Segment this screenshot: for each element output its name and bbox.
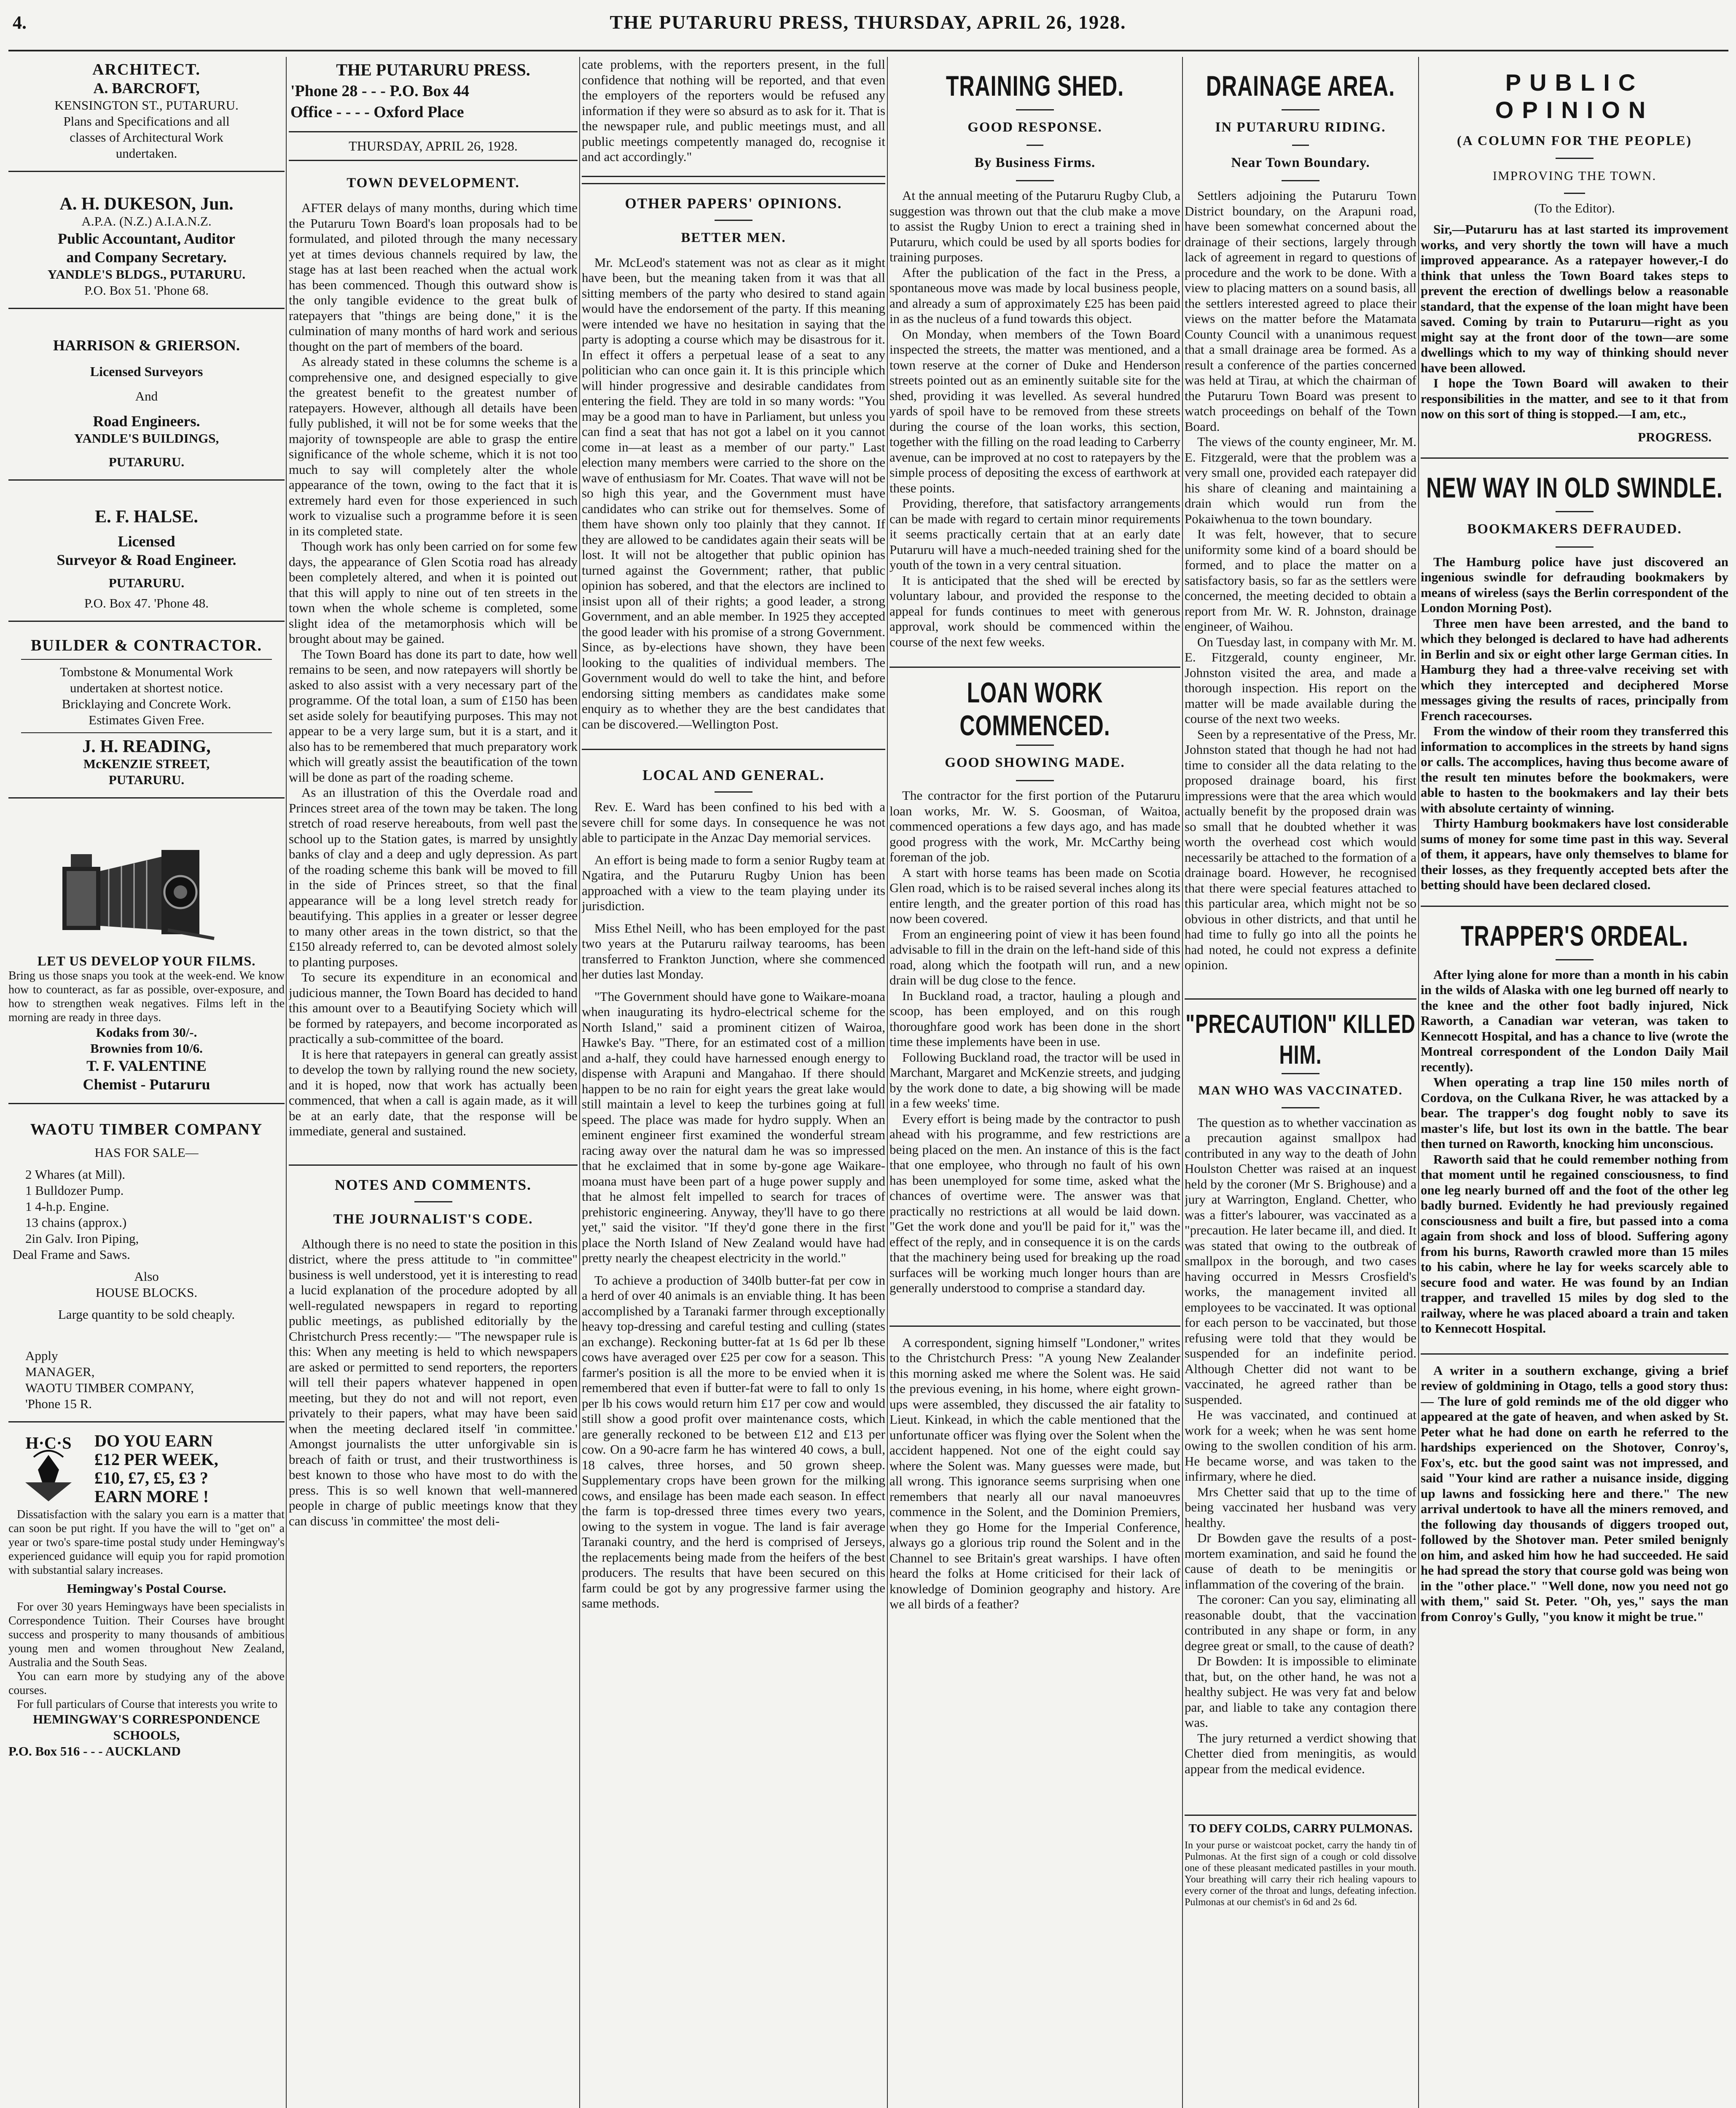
ad-dukeson [8,178,285,302]
article-paragraph: On Tuesday last, in company with Mr. M. E. Fitzgerald, county engineer, Mr. Johnston visited the area, and made a thorough inspection. His report on the matter will be made available during the course of the next two weeks. [1185,634,1416,726]
article-paragraph: cate problems, with the reporters present, in the full confidence that nothing will be reported, and that even the employers of the reporters would be refused any information if they were so absurd as to ask for it. That is the newspaper rule, and public meetings must, and all public meetings competently managed do, recognise it and act accordingly." [582,57,885,164]
section-heading: PUBLIC OPINION [1495,69,1654,123]
ad-item: 2in Galv. Iron Piping, [25,1231,139,1246]
divider [715,791,752,793]
article-paragraph: The question as to whether vaccination as a precaution against smallpox had contributed in any way to the death of John Houlston Chetter was raised at an inquest held by the coroner (Mr S. Brighouse) and a jury at Warrington, England. Chetter, who was a fitter's labourer, was vaccinated as a "precaution. He later became ill, and died. It was stated that owing to the outbreak of smallpox in the borough, and two cases having occurred in Messrs Crosfield's works, the management invited all employees to be vaccinated. It was optional for each person to be vaccinated, but those refusing were told that they would be suspended for an indefinite period. Although Chetter did not want to be vaccinated, he agreed rather than be suspended. [1185,1115,1416,1407]
article-paragraph: Following Buckland road, the tractor will be used in Marchant, Margaret and McKenzie streets, and judging by the work done to date, a big showing will be made in a few weeks' time. [889,1049,1180,1110]
column-local-news [889,57,1180,2108]
divider [8,1421,285,1422]
article-heading: OTHER PAPERS' OPINIONS. [625,195,842,212]
ad-name: E. F. HALSE. [95,507,198,527]
masthead-title: THE PUTARURU PRESS, THURSDAY, APRIL 26, 1928. [610,11,1126,33]
ad-line: and Company Secretary. [66,249,227,266]
divider [21,659,272,660]
article-heading: DRAINAGE AREA. [1206,70,1395,102]
divider [1282,109,1319,110]
article-subheading: BOOKMAKERS DEFRAUDED. [1467,521,1682,537]
article-paragraph: Sir,—Putaruru has at last started its improvement works, and very shortly the town will have a much improved appearance. As a ratepayer however,-I do think that unless the Town Board takes steps to prevent the erection of dwellings below a reasonable standard, that the expense of the loan might have been saved. Coming by train to Putaruru—right as you might say at the front door of the town—are some dwellings which to my way of thinking should never have been allowed. [1421,222,1728,375]
ad-line: Bricklaying and Concrete Work. [62,696,231,711]
divider [414,1201,452,1202]
article-paragraph: To achieve a production of 340lb butter-fat per cow in a herd of over 40 animals is an enviable thing. It has been accomplished by a Taranaki farmer through exceptionally heavy top-dressing and careful testing and culling (states an exchange). Reckoning butter-fat at 1s 6d per lb these cows have averaged over £25 per cow for a season. This farmer's position is all the more to be envied when it is remembered that even if butter-fat were to fall to only 1s per lb his cows would return him £17 per cow and would still show a good profit over maintenance costs, which are generally reckoned to be between £12 and £13 per cow. On a 90-acre farm he has wintered 40 cows, a bull, 18 calves, three horses, and 50 grown sheep. Supplementary crops have been grown for the milking cows, and ensilage has been made each season. In effect the farm is top-dressed three times every two years, owing to the system in vogue. The land is fair average Taranaki country, and the herd is comprised of Jerseys, the replacements being made from the heifers of the best producers. The results that have been secured on this farm could be got by any progressive farmer using the same methods. [582,1272,885,1611]
divider [1292,145,1309,146]
article-paragraph: After lying alone for more than a month in his cabin in the wilds of Alaska with one leg burned off nearly to the knee and the other foot badly injured, Nick Raworth, a Canadian war veteran, was taken to Kennecott Hospital, and has a chance to live (wrote the Montreal correspondent of the London Daily Mail recently). [1421,967,1728,1074]
ad-headline: £10, £7, £5, £3 ? [94,1468,208,1487]
ad-name: T. F. VALENTINE [86,1057,207,1074]
article-subheading: GOOD RESPONSE. [967,120,1102,135]
article-heading: TOWN DEVELOPMENT. [347,175,520,191]
ad-item: 1 Bulldozer Pump. [25,1183,124,1198]
divider [1556,546,1594,548]
ad-line: HAS FOR SALE— [94,1145,199,1160]
article-paragraph: On Monday, when members of the Town Board inspected the streets, the matter was mentioned, and a town reserve at the corner of Duke and Henderson streets pointed out as an eminently suitable site for the shed, providing it was levelled. As several hundred yards of spoil have to be removed from these streets during the course of the loan works, this section, together with the filling on the road leading to Carberry avenue, can be improved at no cost to ratepayers by the simple process of depositing the excess of earthwork at these points. [889,326,1180,495]
article-subheading: By Business Firms. [974,155,1096,170]
ad-body: For over 30 years Hemingways have been specialists in Correspondence Tuition. Their Courses have brought success and prosperity to many thousands of ambitious young men and women throughout New Zealand, Australia and the South Seas. [8,1600,285,1669]
ad-line: Tombstone & Monumental Work [60,664,233,679]
divider [1027,145,1043,146]
ad-builder [8,628,285,791]
divider [8,171,285,172]
ad-item: 1 4-h.p. Engine. [25,1199,109,1214]
divider [715,220,752,221]
ad-line: 'Phone 15 R. [25,1396,92,1411]
article-paragraph: The coroner: Can you say, eliminating all reasonable doubt, that the vaccination contributed in any shape or form, in any degree great or small, to the cause of death? [1185,1592,1416,1653]
ad-headline: £12 PER WEEK, [94,1450,218,1469]
article-paragraph: Mr. McLeod's statement was not as clear as it might have been, but the meaning taken from it was that all sitting members of the party who desired to stand again would have the endorsement of the party. If this meaning were intended we have no hesitation in saying that the party is adopting a course which may be disastrous for it. In effect it offers a perpetual lease of a seat to any politician who can once gain it. It is this principle which will hinder progressive and desirable candidates from entering the field. They are told in so many words: "You may be a good man to have in Parliament, but unless you can find a seat that has not got a label on it you cannot come in—at least as a member of our party." Last election many members were carried to the shore on the wave of enthusiasm for Mr. Coates. That wave will not be so high this year, and the Government must have candidates who can strike out for themselves. Some of them have shown only too plainly that they cannot. If they are allowed to be candidates again their seats will be lost. It will not be altogether that public opinion has turned against the Government; rather, that public opinion has sobered, and that the electors are inclined to insist upon all of their rights; a good leader, a strong Government, and an able member. In 1925 they accepted the good leader with his promise of a strong Government. Since, as by-elections have shown, they have been looking to the qualities of individual members. The Government would do well to take the hint, and before endorsing sitting members as candidates make some enquiry as to whether they are the best candidates that can be discovered.—Wellington Post. [582,255,885,731]
divider [1556,511,1594,512]
article-paragraph: The jury returned a verdict showing that Chetter died from meningitis, as would appear from the medical evidence. [1185,1730,1416,1776]
divider [8,1103,285,1104]
article-heading: "PRECAUTION" KILLED HIM. [1185,1008,1416,1070]
divider [1016,780,1054,781]
ad-body: In your purse or waistcoat pocket, carry the handy tin of Pulmonas. At the first sign of a cough or cold dissolve one of these pleasant medicated pastilles in your mouth. Your breathing will carry their rich healing vapours to every corner of the throat and lungs, defeating infection. Pulmonas at our chemist's in 6d and 2s 6d. [1185,1840,1416,1908]
ad-heading: WAOTU TIMBER COMPANY [30,1121,263,1138]
article-subheading: THE JOURNALIST'S CODE. [333,1211,533,1227]
divider [1556,158,1594,159]
ad-headline: DO YOU EARN [94,1432,213,1450]
column-public-opinion [1421,57,1728,2108]
letter-signature: PROGRESS. [1638,429,1712,444]
column-rule [887,57,888,2108]
article-subheading: Near Town Boundary. [1231,155,1370,170]
ad-line: McKENZIE STREET, [83,756,210,771]
article-paragraph: Although there is no need to state the position in this district, where the press attitude to "in committee" business is well understood, yet it is interesting to read a lucid explanation of the procedure adopted by all well-regulated newspapers in regard to reporting public meetings, as published editorially by the Christchurch Press recently:— "The newspaper rule is this: When any meeting is held to which newspapers are asked or permitted to send reporters, the reporters will tell their papers whatever happened in open meeting, but they do not and will not report, even privately to their papers, what may have been said when the meeting declared itself 'in committee.' Amongst journalists the utter unforgivable sin is breach of faith or trust, and their trustworthiness is best known to those who have most to do with the press. This is so well known that well-mannered people in charge of public meetings know that they can discuss 'in committee' the most deli- [289,1236,578,1528]
ad-body: You can earn more by studying any of the above courses. [8,1670,285,1697]
ad-line: YANDLE'S BUILDINGS, [74,431,219,446]
divider [1016,180,1054,181]
article-subheading: IN PUTARURU RIDING. [1215,120,1386,135]
masthead-rule [8,50,1728,51]
folding-camera-illustration [54,816,239,943]
ad-item: 2 Whares (at Mill). [25,1167,126,1182]
divider [1282,1107,1319,1108]
article-paragraph: Thirty Hamburg bookmakers have lost considerable sums of money for some time past in this way. Several of them, it appears, have only themselves to blame for their losses, as they frequently accepted bets after the betting should have been declared closed. [1421,816,1728,892]
ad-line: PUTARURU. [108,575,185,590]
article-paragraph: As an illustration of this the Overdale road and Princes street area of the town may be taken. The long stretch of road reserve hereabouts, from well past the school up to the Station gates, is marred by unsightly banks of clay and a deep and ugly depression. As part of the roading scheme this bank will be moved to fill in the side of Princes street, so that the final appearance will be a long level stretch ready for beautifying. This applies in a greater or lesser degree to many other areas in the town district, so that the £150 already referred to, can be devoted almost solely to planting purposes. [289,785,578,969]
editorial-office: Office - - - - Oxford Place [290,103,464,121]
ad-line: undertaken. [116,146,177,161]
article-paragraph: As already stated in these columns the scheme is a comprehensive one, and designed especially to give the greatest benefit to the greatest number of ratepayers. However, although all details have been fully published, it will not be for some weeks that the majority of townspeople are able to grasp the entire significance of the whole scheme, which it is not too much to say will completely alter the whole appearance of the town, owing to the fact that it is extremely hard even for those experienced in such work to vizualise such a programme before it is seen in its completed state. [289,354,578,538]
ad-line: P.O. Box 47. 'Phone 48. [84,596,209,610]
divider [1421,906,1728,907]
article-paragraph: To secure its expenditure in an economical and judicious manner, the Town Board has decided to hand this amount over to a Beautifying Society which will be formed by ratepayers, and become incorporated as practically a sub-committee of the board. [289,970,578,1046]
ad-line: undertaken at shortest notice. [70,680,223,695]
logo-text: H·C·S [25,1433,72,1452]
article-paragraph: AFTER delays of many months, during which time the Putaruru Town Board's loan proposals had to be formulated, and piloted through the many necessary yet at times devious channels required by law, the stage has at last been reached when the actual work has been commenced. Though this outward show is the only tangible evidence to the great bulk of ratepayers that "things are being done," it is the culmination of many months of hard work and serious thought on the part of members of the board. [289,200,578,354]
ad-line: Licensed [118,533,175,550]
ad-line: P.O. Box 516 - - - AUCKLAND [8,1744,181,1758]
ad-line: HOUSE BLOCKS. [95,1285,198,1300]
ad-heading: BUILDER & CONTRACTOR. [30,637,263,654]
ad-heading: ARCHITECT. [92,61,201,78]
ad-line: Brownies from 10/6. [90,1041,203,1056]
article-heading: TRAPPER'S ORDEAL. [1460,920,1689,952]
ad-line: PUTARURU. [108,454,185,469]
article-paragraph: It was felt, however, that to secure uniformity some kind of a board should be formed, and to place the matter on a satisfactory basis, so far as the settlers were concerned, the meeting decided to obtain a report from Mr. W. R. Johnston, drainage engineer, of Waihou. [1185,527,1416,634]
divider [1185,1815,1416,1816]
divider [1282,180,1319,181]
article-paragraph: After the publication of the fact in the Press, a spontaneous move was made by local business people, and already a sum of approximately £25 has been paid in as the nucleus of a fund towards this object. [889,265,1180,326]
ad-name: A. BARCROFT, [93,80,200,97]
divider [8,479,285,481]
divider [1421,457,1728,459]
ad-line: PUTARURU. [108,772,185,787]
ad-body: For full particulars of Course that interests you write to [17,1698,278,1711]
article-heading: NOTES AND COMMENTS. [335,1176,532,1193]
divider [889,1326,1180,1327]
ad-body: Dissatisfaction with the salary you earn is a matter that can soon be put right. If you have the will to "get on" a year or two's spare-time postal study under Hemingway's experienced guidance will equip you for rapid promotion with substantial salary increases. [8,1508,285,1577]
article-paragraph: A start with horse teams has been made on Scotia Glen road, which is to be raised several inches along its entire length, and the greater portion of this road has now been covered. [889,865,1180,926]
column-rule [579,57,580,2108]
ad-heading: LET US DEVELOP YOUR FILMS. [37,953,256,968]
article-paragraph: The contractor for the first portion of the Putaruru loan works, Mr. W. S. Goosman, of Waitoa, commenced operations a few days ago, and has made good progress with the work, Mr. McCarthy being foreman of the job. [889,788,1180,864]
ad-architect [8,57,285,165]
ad-halse [8,487,285,615]
article-heading: IMPROVING THE TOWN. [1492,168,1657,183]
article-paragraph: Providing, therefore, that satisfactory arrangements can be made with regard to certain minor requirements it seems practically certain that at an early date Putaruru will have a much-needed training shed for the youth of the town in a very central situation. [889,496,1180,572]
article-paragraph: The Town Board has done its part to date, how well remains to be seen, and now ratepayers will shortly be asked to also assist with a very necessary part of the programme. Of the total loan, a sum of £150 has been set aside solely for beautifying purposes. This may not appear to be a very large sum, but it is a start, and it also has to be remembered that much preparatory work which will greatly assist the beautification of the town will be done as part of the roading scheme. [289,646,578,785]
ad-line: Estimates Given Free. [89,713,204,727]
ad-line: MANAGER, [25,1364,95,1379]
ad-line: Plans and Specifications and all [63,114,230,129]
article-heading: TRAINING SHED. [946,70,1124,102]
article-paragraph: Dr Bowden gave the results of a post-mortem examination, and said he found the cause of death to be meningitis or inflammation of the covering of the brain. [1185,1530,1416,1592]
ad-line: Large quantity to be sold cheaply. [58,1307,235,1322]
divider [582,183,885,184]
article-paragraph: Settlers adjoining the Putaruru Town District boundary, on the Arapuni road, have been somewhat concerned about the drainage of their sections, largely through lack of agreement in regard to questions of procedure and the work to be done. With a view to placing matters on a sound basis, all the settlers interested agreed to place their views on the matter before the Matamata County Council with a unanimous request that a small drainage area be formed. As a result a conference of the parties concerned was held at Tirau, at which the chairman of the Putaruru Town Board was present to watch proceedings on behalf of the Town Board. [1185,188,1416,434]
article-paragraph: From an engineering point of view it has been found advisable to fill in the drain on the left-hand side of this road, along which the footpath will run, and a new drain will be dug close to the fence. [889,926,1180,987]
ad-hemingway [8,1428,285,1763]
article-paragraph: He was vaccinated, and continued at work for a week; when he was sent home owing to the swollen condition of his arm. He became worse, and was taken to the infirmary, where he died. [1185,1407,1416,1484]
article-paragraph: The Hamburg police have just discovered an ingenious swindle for defrauding bookmakers by means of wireless (says the Berlin correspondent of the London Morning Post). [1421,554,1728,615]
divider [289,131,578,132]
ad-line: Chemist - Putaruru [83,1076,210,1093]
page-number: 4. [13,12,27,33]
article-paragraph: It is here that ratepayers in general can greatly assist to develop the town by rallying round the new society, and it is hoped, now that work has actually been commenced, that when a call is again made, as it will be at an early date, that the response will be immediate, general and sustained. [289,1046,578,1138]
ad-line: Kodaks from 30/-. [96,1025,197,1040]
ad-item: 13 chains (approx.) [25,1215,127,1230]
column-advertisements [8,57,285,2108]
article-heading: LOCAL AND GENERAL. [642,767,825,783]
article-paragraph: In Buckland road, a tractor, hauling a plough and scoop, has been employed, and on this rough thoroughfare good work has been done in the short time these implements have been in use. [889,988,1180,1049]
divider [1185,998,1416,1000]
divider [289,1164,578,1166]
article-paragraph: At the annual meeting of the Putaruru Rugby Club, a suggestion was thrown out that the club make a move to assist the Rugby Union to erect a training shed in Putaruru, which could be used by all sports bodies for training purposes. [889,188,1180,264]
article-paragraph: A writer in a southern exchange, giving a brief review of goldmining in Otago, tells a good story thus:— The lure of gold reminds me of the old digger who appeared at the gate of heaven, and when asked by St. Peter what he had done on earth he referred to the hardships experienced on the Shotover, Conroy's, Fox's, etc. but the good saint was not impressed, and said "Your kind are rather a nuisance inside, digging up lawns and fossicking here and there." The new arrival undertook to have all the miners removed, and the following day thousands of diggers trooped out, followed by the Shotover man. Peter smiled benignly on him, and asked him how he had succeeded. He said he had spread the story that course gold was being won in the "other place." "Well done, now you need not go with them," said St. Peter. "Oh, yes," says the man from Conroy's Gully, "you know it might be true." [1421,1363,1728,1624]
divider [8,797,285,799]
article-paragraph: A correspondent, signing himself "Londoner," writes to the Christchurch Press: "A young New Zealander this morning asked me where the Solent was. He said the previous evening, in his home, where eight grown-ups were assembled, they discussed the air fatality to Lieut. Kinkead, in which the cable mentioned that the unfortunate officer was flying over the Solent when the accident happened. Not one of the eight could say where the Solent was. Many guesses were made, but all wrong. This ignorance seems surprising when one remembers that nearly all our naval manoeuvres commence in the Solent, and the Dominion Premiers, when they go Home for the Imperial Conference, always go a glorious trip round the Solent and in the Channel to see Britain's great warships. I have often heard the folks at Home criticised for their lack of knowledge of Dominion geography and history. Are we all birds of a feather? [889,1335,1180,1611]
editorial-masthead [289,57,578,125]
column-editorial [289,57,578,2108]
divider [889,667,1180,668]
ad-line: WAOTU TIMBER COMPANY, [25,1380,194,1395]
article-paragraph: Rev. E. Ward has been confined to his bed with a severe chill for some days. In consequence he was not able to participate in the Anzac Day memorial services. [582,799,885,845]
ad-name: A. H. DUKESON, Jun. [59,194,234,214]
column-opinions [582,57,885,2108]
divider [8,308,285,309]
ad-line: P.O. Box 51. 'Phone 68. [84,283,209,298]
article-paragraph: "The Government should have gone to Waikare-moana when inaugurating its hydro-electrical scheme for the North Island," said a prominent citizen of Wairoa, Hawke's Bay. "There, for an estimated cost of a million and a-half, they could have harnessed enough energy to dispense with Arapuni and Mangahao. If there should happen to be no rain for eight years the great lake would still maintain a level to keep the turbines going at full speed. The place was made for hydro supply. When an eminent engineer first examined the wonderful stream racing away over the natural dam he was so impressed that he exclaimed that in some by-gone age Waikare-moana must have been part of a huge power supply and that he almost felt impelled to search for traces of prehistoric engineering. Anyway, they'll have to go there yet," said the visitor. "If they'd gone there in the first place the North Island of New Zealand would have had pretty nearly the cheapest electricity in the world." [582,989,885,1265]
divider [1564,193,1585,194]
article-subheading: BETTER MEN. [681,230,786,245]
ad-line: A.P.A. (N.Z.) A.I.A.N.Z. [81,214,212,229]
divider [1421,1353,1728,1355]
article-heading: NEW WAY IN OLD SWINDLE. [1426,471,1723,504]
ad-waotu [8,1110,285,1415]
ad-line: KENSINGTON ST., PUTARURU. [54,98,239,113]
divider [21,732,272,733]
column-rule [1418,57,1419,2108]
section-subheading: (A COLUMN FOR THE PEOPLE) [1457,133,1692,148]
ad-body: Bring us those snaps you took at the week-end. We know how to counteract, as far as possible, over-exposure, and how to strengthen weak negatives. Films left in the morning are ready in three days. [8,969,285,1024]
article-paragraph: Raworth said that he could remember nothing from that moment until he regained consciousness, to find one leg nearly burned off and the foot of the other leg badly burned. Evidently he had previously regained consciousness and built a fire, but passed into a coma again from shock and loss of blood. Suffering agony from his burns, Raworth crawled more than 15 miles to his cabin, where he lay for weeks scarcely able to secure food and water. He was found by an Indian trapper, and travelled 15 miles by dog sled to the railway, where he was placed aboard a train and taken to Kennecott Hospital. [1421,1151,1728,1336]
article-subheading: GOOD SHOWING MADE. [945,755,1125,770]
article-paragraph: Three men have been arrested, and the band to which they belonged is declared to have had adherents in Berlin and six or eight other large German cities. In Hamburg they had a three-valve receiving set with which they intercepted and deciphered Morse messages giving the results of races, principally from French racecourses. [1421,616,1728,723]
ad-heading: TO DEFY COLDS, CARRY PULMONAS. [1188,1822,1413,1835]
ad-item: Deal Frame and Saws. [13,1247,130,1262]
article-paragraph: The views of the county engineer, Mr. M. E. Fitzgerald, were that the problem was a very small one, provided each ratepayer did his share of cleaning and maintaining a drain which would run from the Pokaiwhenua to the town boundary. [1185,434,1416,526]
divider [8,621,285,622]
article-paragraph: When operating a trap line 150 miles north of Cordova, on the Culkana River, he was attacked by a bear. The trapper's dog fought nobly to save its master's life, but lost its own in the battle. The bear then turned on Raworth, knocking him unconscious. [1421,1075,1728,1151]
hcs-torch-logo [8,1432,89,1503]
divider [1282,1073,1319,1074]
ad-line: Road Engineers. [93,413,200,430]
column-rule [1182,57,1183,2108]
editorial-date: THURSDAY, APRIL 26, 1928. [349,138,518,153]
article-heading: LOAN WORK COMMENCED. [959,677,1110,742]
divider [1556,959,1594,960]
article-paragraph: From the window of their room they transferred this information to accomplices in the streets by hand signs or calls. The accomplices, having thus become aware of the result ten minutes before the bookmakers, were able to hasten to the bookmakers and lay their bets with absolute certainty of winning. [1421,723,1728,815]
ad-name: J. H. READING, [82,737,211,756]
article-paragraph: Seen by a representative of the Press, Mr. Johnston stated that though he had not had time to consider all the data relating to the proposed drainage board, his first impressions were that the area which would actually benefit by the proposed drain was so small that he doubted whether it was worth the overhead cost which would necessarily be attached to the formation of a drainage board. However, he recognised that there were special features attached to this particular area, which might not be so obvious in other districts, and that until he had time to fully go into all the points he had noted, he could not express a definite opinion. [1185,726,1416,972]
editorial-phone: 'Phone 28 - - - P.O. Box 44 [290,82,469,100]
column-rule [286,57,287,2108]
article-paragraph: I hope the Town Board will awaken to their responsibilities in the matter, and see to it that from now on this sort of thing is stopped.—I am, etc., [1421,376,1728,421]
divider [1016,109,1054,110]
letter-salutation: (To the Editor). [1534,201,1615,215]
article-paragraph: Though work has only been carried on for some few days, the appearance of Glen Scotia road has already been completely altered, and when it is pointed out that this will apply to nine out of ten streets in the town when the whole scheme is completed, some slight idea of the metamorphosis which will be brought about may be gained. [289,539,578,646]
ad-films [8,804,285,1097]
divider [289,160,578,161]
ad-line: And [135,389,158,403]
column-district-news [1185,57,1416,2108]
masthead [0,8,1736,38]
article-paragraph: An effort is being made to form a senior Rugby team at Ngatira, and the Putaruru Rugby Union has been approached with a view to the team playing under its jurisdiction. [582,852,885,913]
ad-line: Surveyor & Road Engineer. [56,551,236,568]
ad-headline: EARN MORE ! [94,1487,209,1506]
ad-line: YANDLE'S BLDGS., PUTARURU. [47,267,246,282]
article-paragraph: It is anticipated that the shed will be erected by voluntary labour, and provided the response to the appeal for funds continues to meet with generous approval, work should be commenced within the course of the next few weeks. [889,573,1180,649]
article-paragraph: Every effort is being made by the contractor to push ahead with his programme, and few restrictions are being placed on the men. An instance of this is the fact that one employee, who through no fault of his own has been unemployed for some time, asked what the chances of overtime were. The answer was that practically no restrictions at all would be laid down. "Get the work done and you'll be paid for it," was the effect of the reply, and in consequence it is on the cards that the machinery being used for breaking up the road surfaces will be working much longer hours than are generally understood to comprise a standard day. [889,1111,1180,1295]
article-subheading: MAN WHO WAS VACCINATED. [1198,1083,1403,1097]
editorial-title: THE PUTARURU PRESS. [336,60,530,79]
ad-line: HEMINGWAY'S CORRESPONDENCE SCHOOLS, [33,1712,260,1742]
ad-line: Public Accountant, Auditor [57,230,236,247]
ad-line: Also [134,1269,159,1284]
ad-line: Hemingway's Postal Course. [67,1581,226,1596]
article-paragraph: Dr Bowden: It is impossible to eliminate that, but, on the other hand, he was not a healthy subject. He was very fat and below par, and liable to take any contagion there was. [1185,1654,1416,1730]
divider [582,749,885,750]
article-paragraph: Miss Ethel Neill, who has been employed for the past two years at the Putaruru railway tearooms, has been transferred to Frankton Junction, where she commenced her duties last Monday. [582,920,885,981]
ad-line: classes of Architectural Work [70,130,223,145]
ad-line: Licensed Surveyors [90,364,203,379]
ad-harrison [8,315,285,473]
divider [1016,745,1054,746]
article-paragraph: Mrs Chetter said that up to the time of being vaccinated her husband was very healthy. [1185,1484,1416,1530]
ad-name: HARRISON & GRIERSON. [53,337,240,354]
ad-line: Apply [25,1348,58,1363]
divider [582,176,885,177]
